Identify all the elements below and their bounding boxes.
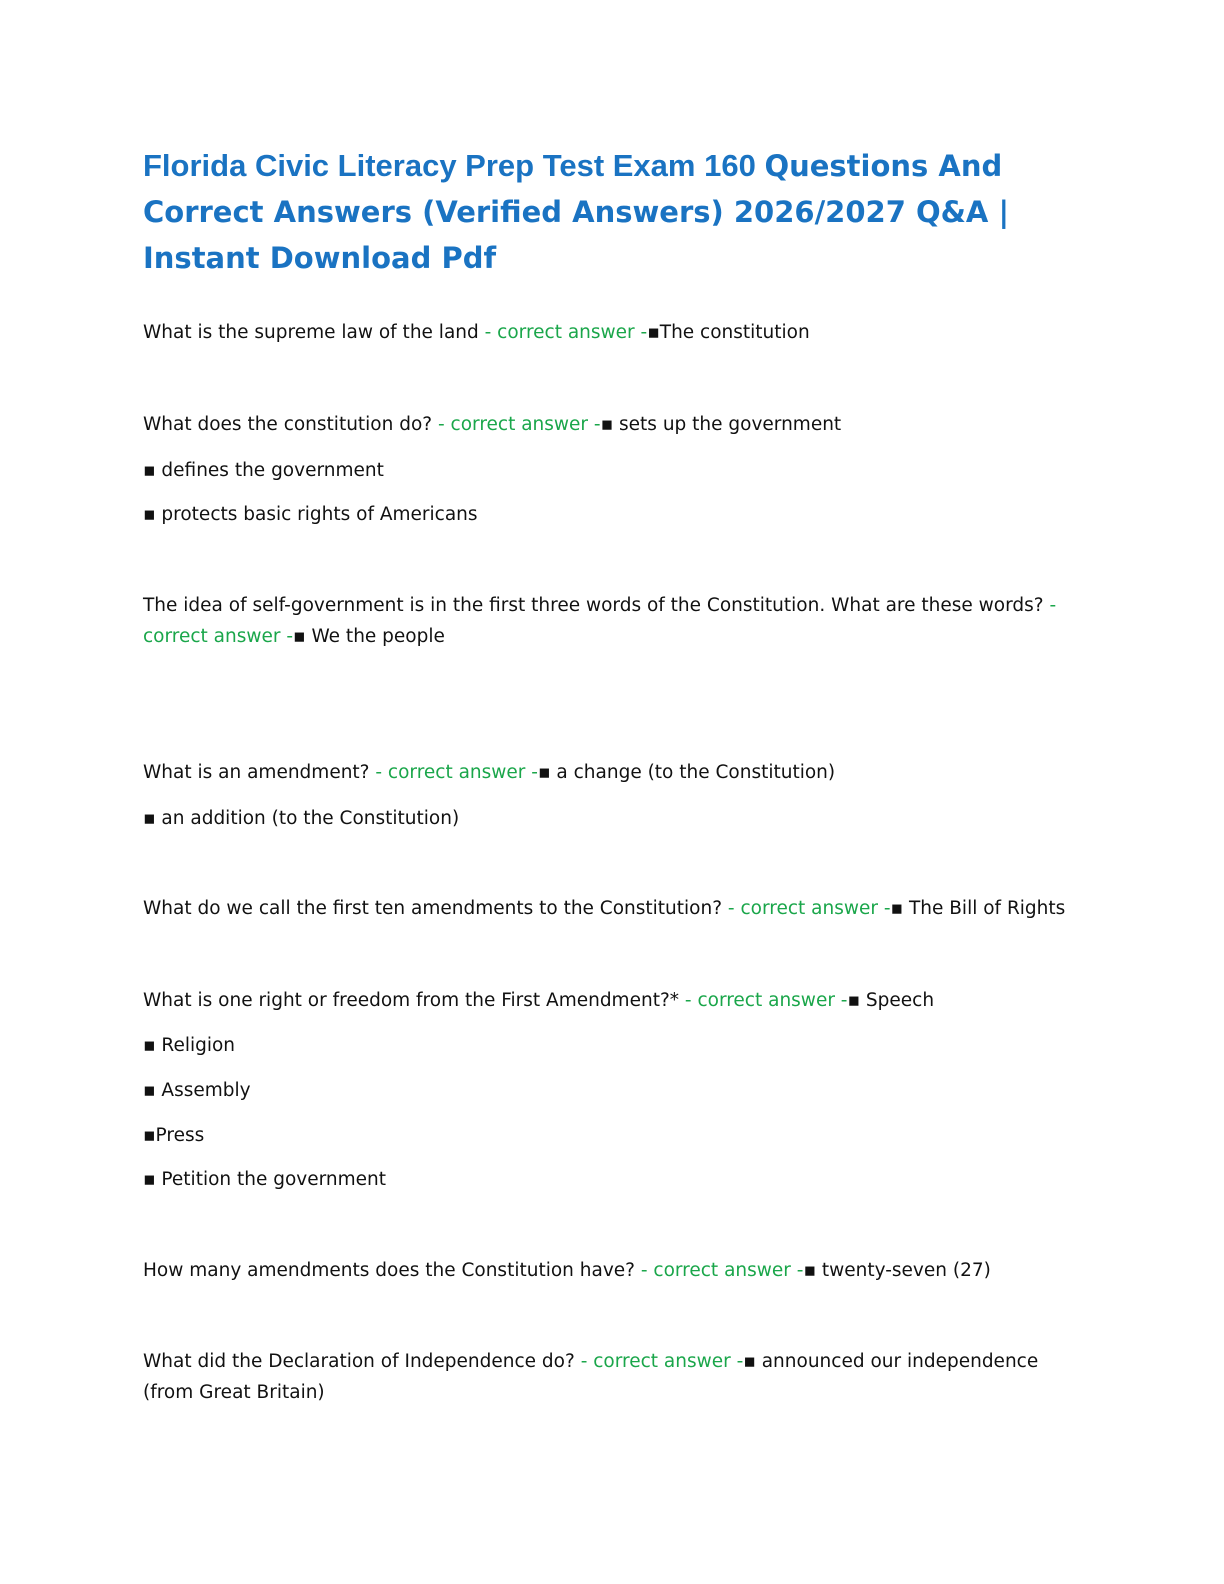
question-2 <box>143 409 841 440</box>
question-text: How many amendments does the Constitution have? <box>143 1260 635 1281</box>
question-text: What did the Declaration of Independence do? <box>143 1351 575 1372</box>
answer-text: ▪ sets up the government <box>600 414 842 435</box>
correct-answer-label: - correct answer - <box>432 414 601 435</box>
question-1 <box>143 317 810 348</box>
correct-answer-label: - correct answer - <box>634 1260 804 1281</box>
answer-text: ▪ Speech <box>847 990 935 1011</box>
answer-bullet: ▪ Religion <box>143 1035 236 1056</box>
question-5 <box>143 893 1065 924</box>
question-text: What is one right or freedom from the First Amendment?* <box>143 990 680 1011</box>
answer-bullet: ▪ defines the government <box>143 460 384 481</box>
question-text: The idea of self-government is in the first three words of the Constitution. What are these words? <box>143 595 1044 616</box>
answer-text: ▪ announced our independence (from Great Britain) <box>143 1351 1039 1403</box>
document-title <box>143 143 1083 281</box>
question-text: What is an amendment? <box>143 762 370 783</box>
answer-bullet: ▪ an addition (to the Constitution) <box>143 808 460 829</box>
answer-text: ▪ twenty-seven (27) <box>803 1260 991 1281</box>
question-6 <box>143 985 934 1016</box>
answer-text: ▪The constitution <box>647 322 810 343</box>
correct-answer-label: - correct answer - <box>478 322 648 343</box>
question-8 <box>143 1346 1073 1408</box>
correct-answer-label: - correct answer - <box>722 898 891 919</box>
answer-text: ▪ The Bill of Rights <box>890 898 1066 919</box>
question-text: What does the constitution do? <box>143 414 433 435</box>
answer-bullet: ▪ Petition the government <box>143 1169 387 1190</box>
question-4 <box>143 757 835 788</box>
correct-answer-label: - correct answer - <box>574 1351 744 1372</box>
answer-bullet: ▪ protects basic rights of Americans <box>143 504 478 525</box>
question-7 <box>143 1255 991 1286</box>
answer-text: ▪ We the people <box>293 626 445 647</box>
title-part-2: Questions And Correct Answers (Verified Answers) 2026/2027 Q&A | Instant Download Pdf <box>143 149 1010 275</box>
answer-text: ▪ a change (to the Constitution) <box>537 762 836 783</box>
question-text: What do we call the first ten amendments to the Constitution? <box>143 898 723 919</box>
correct-answer-label: - correct answer - <box>143 595 1057 647</box>
correct-answer-label: - correct answer - <box>369 762 538 783</box>
answer-bullet: ▪ Assembly <box>143 1080 251 1101</box>
correct-answer-label: - correct answer - <box>679 990 848 1011</box>
question-3 <box>143 590 1073 652</box>
answer-bullet: ▪Press <box>143 1125 205 1146</box>
title-part-1: Florida Civic Literacy Prep Test Exam 160 <box>143 148 765 183</box>
question-text: What is the supreme law of the land <box>143 322 479 343</box>
